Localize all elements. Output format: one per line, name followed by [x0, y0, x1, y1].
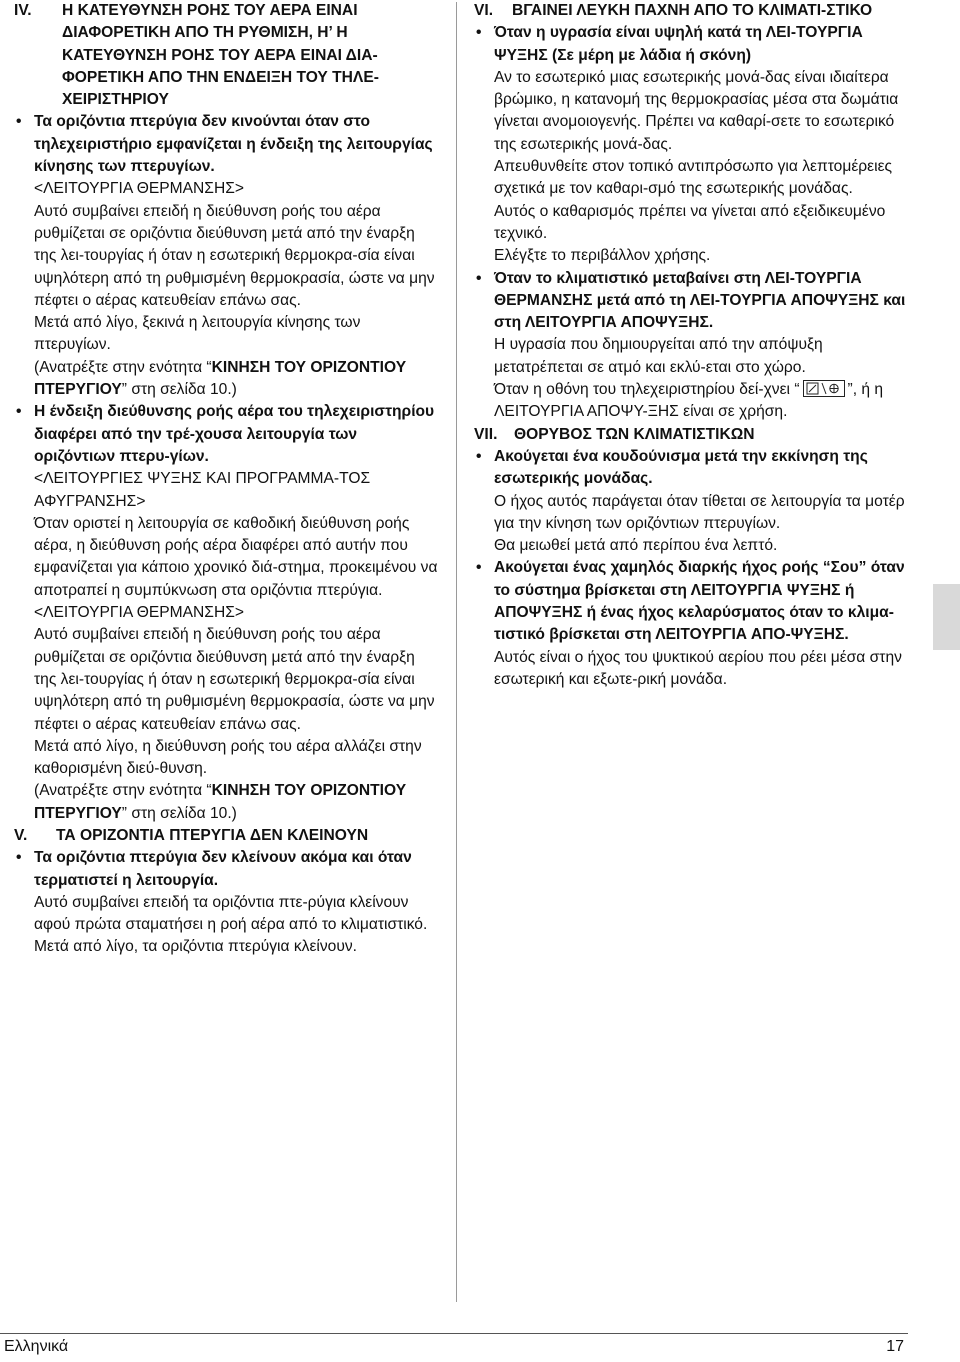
ref-post: ” στη σελίδα 10.): [121, 381, 237, 399]
section-vii-title: ΘΟΡΥΒΟΣ ΤΩΝ ΚΛΙΜΑΤΙΣΤΙΚΩΝ: [514, 425, 755, 443]
section-v-bullet-1: [14, 847, 440, 892]
bullet-1-text: Ακούγεται ένα κουδούνισμα μετά την εκκίνηση της εσωτερικής μονάδας.: [494, 447, 868, 488]
text-post: ”, ή η ΛΕΙΤΟΥΡΓΙΑ ΑΠΟΨΥ-ΞΗΣ είναι σε χρήση.: [494, 381, 884, 421]
bullet-dot: •: [476, 269, 482, 287]
bullet-dot: •: [16, 113, 22, 131]
column-divider: [456, 2, 457, 1302]
section-vii-bullet-2-body: [474, 647, 914, 692]
bullet-2-text: Η ένδειξη διεύθυνσης ροής αέρα του τηλεχειριστηρίου διαφέρει από την τρέ-χουσα λειτουργία των οριζόντιων πτερυ-γίων.: [34, 403, 435, 465]
section-iv-heading: [14, 0, 440, 111]
bullet-1-text: Όταν η υγρασία είναι υψηλή κατά τη ΛΕΙ-ΤΟΥΡΓΙΑ ΨΥΞΗΣ (Σε μέρη με λάδια ή σκόνη): [494, 24, 863, 64]
section-vi-heading: [474, 0, 914, 22]
section-vii-heading: [474, 424, 914, 446]
reference-note: [34, 780, 440, 825]
section-iv-bullet-1: [14, 111, 440, 178]
ref-section-name: ΚΙΝΗΣΗ ΤΟΥ ΟΡΙΖΟΝΤΙΟΥ ΠΤΕΡΥΓΙΟΥ: [34, 358, 407, 399]
reference-note: [34, 357, 440, 402]
bullet-1-text: Τα οριζόντια πτερύγια δεν κινούνται όταν στο τηλεχειριστήριο εμφανίζεται η ένδειξη της λειτουργίας κίνησης των πτερυγίων.: [34, 113, 433, 176]
section-vi-bullet-1-body: [474, 67, 914, 268]
section-iv-number: IV.: [14, 2, 32, 19]
left-column: [14, 0, 440, 959]
text-pre: Όταν η οθόνη του τηλεχειριστηρίου δεί-χνει “: [494, 381, 800, 399]
paragraph: Μετά από λίγο, η διεύθυνση ροής του αέρα αλλάζει στην καθορισμένη διεύ-θυνση.: [34, 737, 422, 778]
heating-mode-label: <ΛΕΙΤΟΥΡΓΙΑ ΘΕΡΜΑΝΣΗΣ>: [34, 180, 244, 198]
paragraph: Η υγρασία που δημιουργείται από την απόψυξη μετατρέπεται σε ατμό και εκλύ-εται στο χώρο.: [494, 336, 823, 376]
bullet-dot: •: [16, 403, 22, 421]
right-column: [474, 0, 914, 691]
section-v-bullet-1-body: [14, 892, 440, 959]
paragraph: Μετά από λίγο, τα οριζόντια πτερύγια κλείνουν.: [34, 938, 357, 956]
bullet-dot: •: [16, 849, 22, 867]
bullet-dot: •: [476, 559, 482, 577]
paragraph-with-icon: [494, 379, 914, 424]
cooling-mode-label: <ΛΕΙΤΟΥΡΓΙΕΣ ΨΥΞΗΣ ΚΑΙ ΠΡΟΓΡΑΜΜΑ-ΤΟΣ ΑΦΥΓΡΑΝΣΗΣ>: [34, 470, 371, 510]
paragraph: Αν το εσωτερικό μιας εσωτερικής μονά-δας είναι ιδιαίτερα βρώμικο, η κατανομή της θερμοκρασίας μέσα στα δωμάτια γίνεται ανομοιογενής. Πρέπει να καθαρί-σετε το εσωτερικό της εσωτερικής μονά-δας.: [494, 68, 899, 153]
section-vii-bullet-2: [474, 557, 914, 646]
ref-pre: (Ανατρέξτε στην ενότητα “: [34, 358, 212, 376]
bullet-dot: •: [476, 447, 482, 465]
section-vi-title: ΒΓΑΙΝΕΙ ΛΕΥΚΗ ΠΑΧΝΗ ΑΠΟ ΤΟ ΚΛΙΜΑΤΙ-ΣΤΙΚΟ: [512, 2, 873, 19]
ref-post: ” στη σελίδα 10.): [121, 804, 237, 822]
section-vi-number: VI.: [474, 2, 494, 19]
section-iv-bullet-2-body: [14, 468, 440, 825]
paragraph: Αυτό συμβαίνει επειδή η διεύθυνση ροής του αέρα ρυθμίζεται σε οριζόντια διεύθυνση μετά από την έναρξη της λει-τουργίας ή όταν η εσωτερική θερμοκρα-σία είναι υψηλότερη από τη ρυθμισμένη θερμοκρασία, ώστε να μην πέφτει ο αέρας κατευθείαν επάνω σας.: [34, 202, 435, 309]
section-v-number: V.: [14, 826, 28, 844]
paragraph: Αυτός ο καθαρισμός πρέπει να γίνεται από εξειδικευμένο τεχνικό.: [494, 202, 886, 242]
section-iv-bullet-2: [14, 401, 440, 468]
paragraph: Όταν οριστεί η λειτουργία σε καθοδική διεύθυνση ροής αέρα, η διεύθυνση ροής αέρα διαφέρει από αυτήν που εμφανίζεται για κάποιο χρονικό διά-στημα, προκειμένου να αποτραπεί η συμπύκνωση στα οριζόντια πτερύγια.: [34, 514, 438, 599]
footer-language: Ελληνικά: [4, 1338, 69, 1355]
section-iv-title: Η ΚΑΤΕΥΘΥΝΣΗ ΡΟΗΣ ΤΟΥ ΑΕΡΑ ΕΙΝΑΙ ΔΙΑΦΟΡΕΤΙΚΗ ΑΠΟ ΤΗ ΡΥΘΜΙΣΗ, Η’ Η ΚΑΤΕΥΘΥΝΣΗ ΡΟΗΣ ΤΟΥ ΑΕΡΑ ΕΙΝΑΙ ΔΙΑ-ΦΟΡΕΤΙΚΗ ΑΠΟ ΤΗΝ ΕΝΔΕΙΞΗ ΤΟΥ ΤΗΛΕ-ΧΕΙΡΙΣΤΗΡΙΟΥ: [62, 2, 379, 109]
heating-mode-label: <ΛΕΙΤΟΥΡΓΙΑ ΘΕΡΜΑΝΣΗΣ>: [34, 604, 244, 622]
ref-pre: (Ανατρέξτε στην ενότητα “: [34, 782, 212, 800]
bullet-dot: •: [476, 24, 482, 42]
paragraph: Αυτό συμβαίνει επειδή η διεύθυνση ροής του αέρα ρυθμίζεται σε οριζόντια διεύθυνση μετά από την έναρξη της λει-τουργίας ή όταν η εσωτερική θερμοκρα-σία είναι υψηλότερη από τη ρυθμισμένη θερμοκρασία, ώστε να μην πέφτει ο αέρας κατευθείαν επάνω σας.: [34, 626, 435, 733]
paragraph: Μετά από λίγο, ξεκινά η λειτουργία κίνησης των πτερυγίων.: [34, 314, 361, 354]
defrost-display-icon: [803, 380, 845, 397]
bullet-2-text: Όταν το κλιματιστικό μεταβαίνει στη ΛΕΙ-ΤΟΥΡΓΙΑ ΘΕΡΜΑΝΣΗΣ μετά από τη ΛΕΙ-ΤΟΥΡΓΙΑ ΑΠΟΨΥΞΗΣ και στη ΛΕΙΤΟΥΡΓΙΑ ΑΠΟΨΥΞΗΣ.: [494, 269, 906, 332]
footer-page-number: 17: [886, 1338, 904, 1355]
paragraph: Αυτό συμβαίνει επειδή τα οριζόντια πτε-ρύγια κλείνουν αφού πρώτα σταματήσει η ροή αέρα από το κλιματιστικό.: [34, 893, 428, 934]
paragraph: Απευθυνθείτε στον τοπικό αντιπρόσωπο για λεπτομέρειες σχετικά με τον καθαρι-σμό της εσωτερικής μονάδας.: [494, 158, 893, 198]
section-iv-bullet-1-body: [14, 178, 440, 401]
ref-section-name: ΚΙΝΗΣΗ ΤΟΥ ΟΡΙΖΟΝΤΙΟΥ ΠΤΕΡΥΓΙΟΥ: [34, 782, 407, 822]
section-vi-bullet-2-body: [474, 334, 914, 423]
footer-rule: [0, 1333, 908, 1334]
bullet-1-text: Τα οριζόντια πτερύγια δεν κλείνουν ακόμα και όταν τερματιστεί η λειτουργία.: [34, 849, 412, 889]
paragraph: Ο ήχος αυτός παράγεται όταν τίθεται σε λειτουργία τα μοτέρ για την κίνηση των οριζόντιων πτερυγίων.: [494, 492, 905, 532]
section-v-heading: [14, 825, 440, 847]
section-vi-bullet-2: [474, 268, 914, 335]
section-vi-bullet-1: [474, 22, 914, 67]
section-vii-bullet-1-body: [474, 491, 914, 558]
side-thumb-tab: [933, 584, 960, 650]
paragraph: Θα μειωθεί μετά από περίπου ένα λεπτό.: [494, 537, 778, 555]
paragraph: Αυτός είναι ο ήχος του ψυκτικού αερίου που ρέει μέσα στην εσωτερική και εξωτε-ρική μονάδα.: [494, 648, 902, 688]
section-vii-number: VII.: [474, 425, 498, 443]
bullet-2-text: Ακούγεται ένας χαμηλός διαρκής ήχος ροής “Σου” όταν το σύστημα βρίσκεται στη ΛΕΙΤΟΥΡΓΙΑ ΨΥΞΗΣ ή ΑΠΟΨΥΞΗΣ ή ένας ήχος κελαρύσματος όταν το κλιμα-τιστικό βρίσκεται στη ΛΕΙΤΟΥΡΓΙΑ ΑΠΟ-ΨΥΞΗΣ.: [494, 559, 905, 644]
section-v-title: ΤΑ ΟΡΙΖΟΝΤΙΑ ΠΤΕΡΥΓΙΑ ΔΕΝ ΚΛΕΙΝΟΥΝ: [56, 826, 369, 844]
section-vii-bullet-1: [474, 446, 914, 491]
paragraph: Ελέγξτε το περιβάλλον χρήσης.: [494, 247, 711, 265]
